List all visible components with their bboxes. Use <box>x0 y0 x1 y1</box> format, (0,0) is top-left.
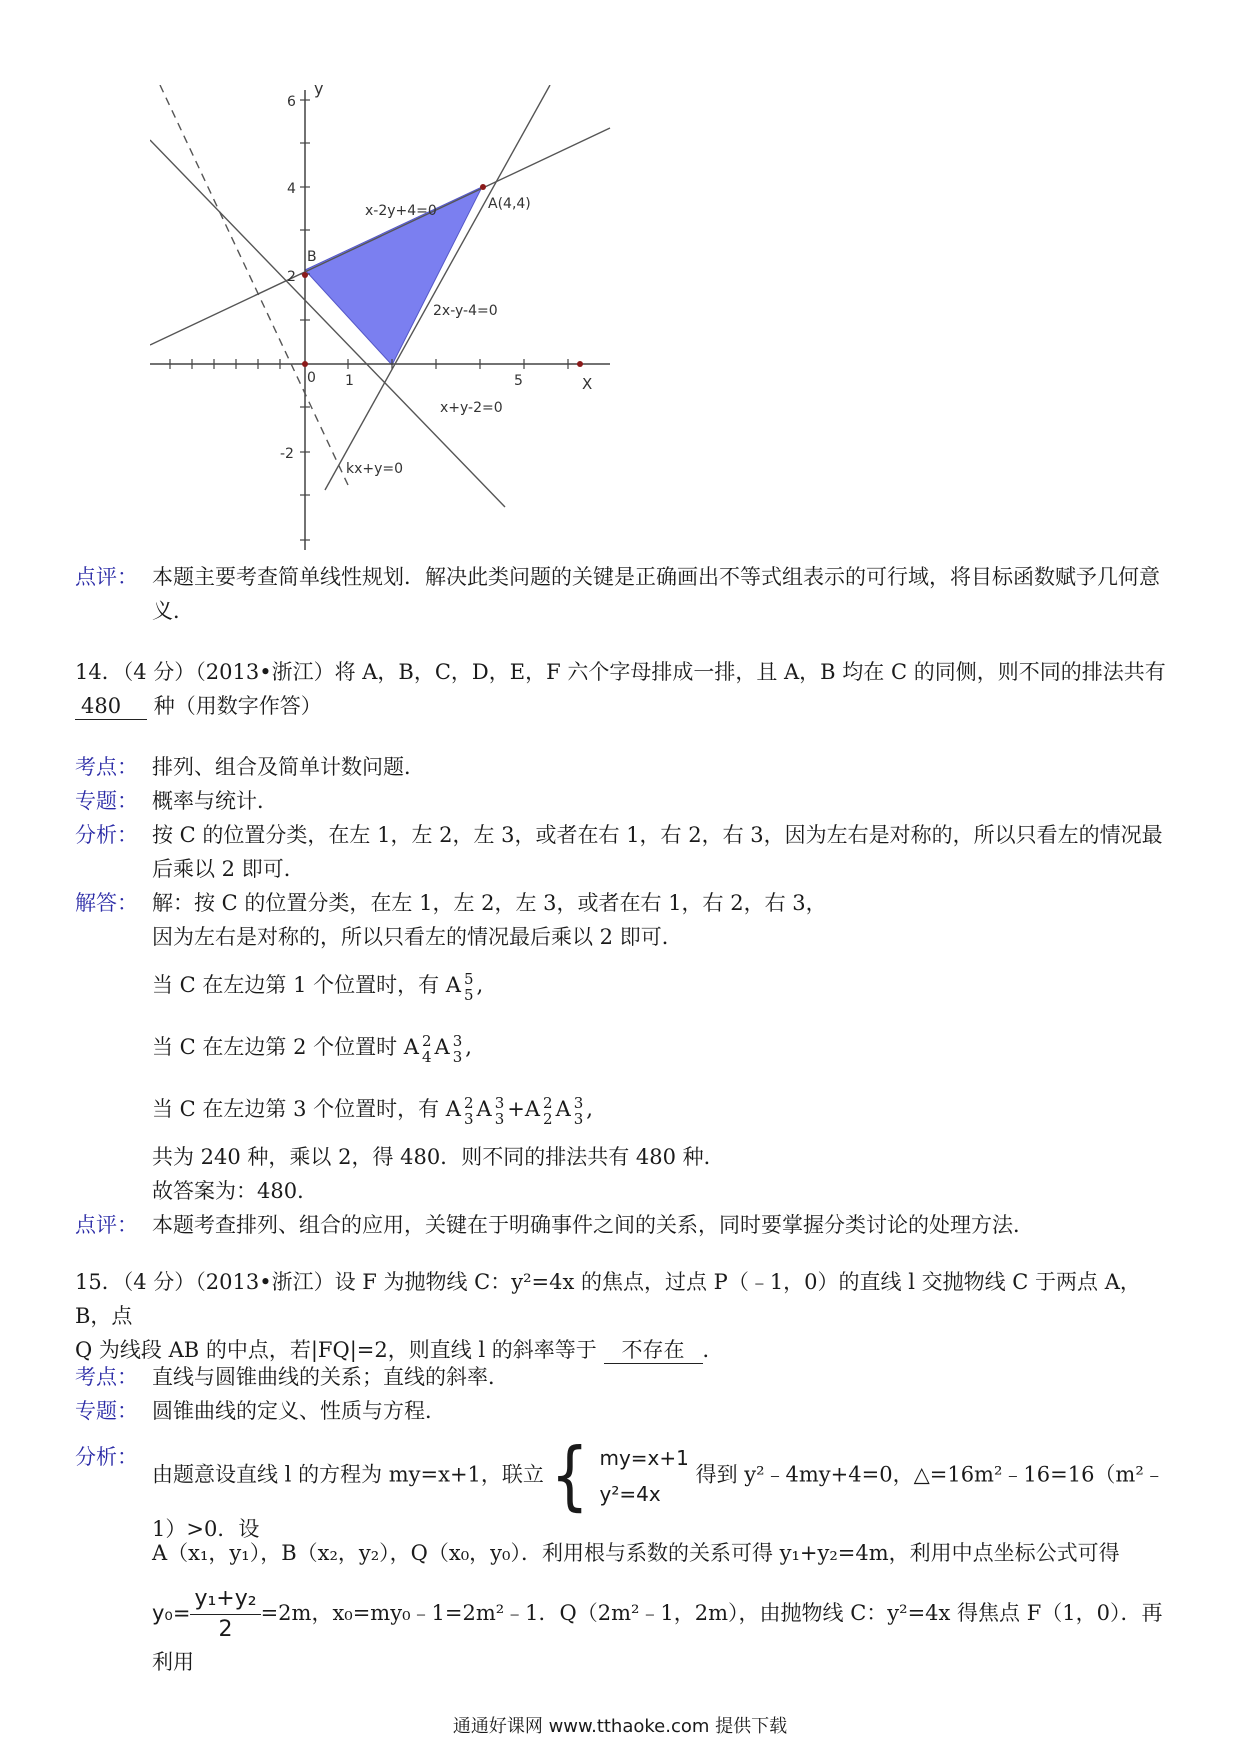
origin-dot <box>302 361 308 367</box>
q14-jieda-line2: 因为左右是对称的，所以只看左的情况最后乘以 2 即可． <box>152 925 683 949</box>
tick-label-6: 6 <box>287 94 296 110</box>
q14-stem-text: 14．（4 分）（2013•浙江）将 A，B，C，D，E，F 六个字母排成一排，且 A，B 均在 C 的同侧，则不同的排法共有 <box>75 660 1166 684</box>
q13-comment-text: 本题主要考查简单线性规划．解决此类问题的关键是正确画出不等式组表示的可行域，将目标函数赋予几何意义． <box>152 565 1160 623</box>
q14-fenxi-label: 分析： <box>75 823 138 847</box>
q14-stem <box>75 655 1175 723</box>
q15-kaodian: 直线与圆锥曲线的关系；直线的斜率． <box>152 1365 509 1389</box>
q13-comment-label: 点评： <box>75 565 138 589</box>
q14-answer: 480 <box>75 693 147 720</box>
q15-stem1: 15．（4 分）（2013•浙江）设 F 为抛物线 C：y²=4x 的焦点，过点 P（﹣1，0）的直线 l 交抛物线 C 于两点 A，B，点 <box>75 1270 1141 1328</box>
q14-comment-label: 点评： <box>75 1213 138 1237</box>
q13-comment-block <box>75 560 1175 628</box>
x-arrow-dot <box>577 361 583 367</box>
q15-fenxi-label: 分析： <box>75 1445 138 1469</box>
q14-jieda-label: 解答： <box>75 891 138 915</box>
q15-block <box>75 1265 1175 1367</box>
line2-label: 2x-y-4=0 <box>433 303 498 319</box>
q15-solution <box>75 1360 1175 1679</box>
q15-zhuanti: 圆锥曲线的定义、性质与方程． <box>152 1399 446 1423</box>
point-a-dot <box>480 184 486 190</box>
q14-fenxi: 按 C 的位置分类，在左 1，左 2，左 3，或者在右 1，右 2，右 3，因为左右是对称的，所以只看左的情况最后乘以 2 即可． <box>152 823 1163 881</box>
q15-answer: 不存在 <box>604 1337 703 1364</box>
q14-stem-tail: 种（用数字作答） <box>153 694 322 718</box>
x-axis-label: X <box>582 375 593 393</box>
tick-label-0: 0 <box>307 370 316 386</box>
tick-label-4: 4 <box>287 181 296 197</box>
q15-zhuanti-label: 专题： <box>75 1399 138 1423</box>
q14-zhuanti: 概率与统计． <box>152 789 278 813</box>
q14-case3: 当 C 在左边第 3 个位置时，有 A 2 3 A 3 3 +A 2 2 A 3 3 , <box>152 1093 593 1128</box>
q14-comment: 本题考查排列、组合的应用，关键在于明确事件之间的关系，同时要掌握分类讨论的处理方法． <box>152 1213 1034 1237</box>
y0-fraction: $\frac{\text{y₁+y₂}}{2}$ <box>190 1584 260 1645</box>
q14-zhuanti-label: 专题： <box>75 789 138 813</box>
y-axis-label: y <box>314 85 324 98</box>
tick-label-1: 1 <box>345 373 354 389</box>
line1-label: x-2y+4=0 <box>365 203 437 219</box>
q15-stem2: Q 为线段 AB 的中点，若|FQ|=2，则直线 l 的斜率等于 <box>75 1338 597 1362</box>
equation-system: my=x+1 y²=4x <box>599 1446 689 1506</box>
linear-programming-graph <box>150 85 650 550</box>
q15-stem2-row: Q 为线段 AB 的中点，若|FQ|=2，则直线 l 的斜率等于 不存在 ． <box>75 1338 724 1362</box>
point-b-dot <box>302 272 308 278</box>
q15-fenxi-line2: A（x₁，y₁），B（x₂，y₂），Q（x₀，y₀）．利用根与系数的关系可得 y₁+y₂=4m，利用中点坐标公式可得 <box>152 1541 1120 1565</box>
q14-block <box>75 655 1175 723</box>
q15-kaodian-label: 考点： <box>75 1365 138 1389</box>
page-footer: 通通好课网 www.tthaoke.com 提供下载 <box>452 1716 788 1737</box>
line4-label: kx+y=0 <box>346 461 404 477</box>
q14-case2: 当 C 在左边第 2 个位置时 A 2 4 A 3 3 , <box>152 1031 472 1066</box>
tick-label-2: 2 <box>287 269 296 285</box>
point-a-label: A(4,4) <box>488 196 531 212</box>
q15-fenxi-line3: y₀= $\frac{\text{y₁+y₂}}{2}$ =2m，x₀=my₀﹣1=2m²﹣1．Q（2m²﹣1，2m），由抛物线 C：y²=4x 得焦点 F（1，0）．再利用 <box>152 1586 1163 1674</box>
q14-final: 故答案为：480． <box>152 1179 319 1203</box>
q14-solution <box>75 750 1175 1242</box>
q14-total: 共为 240 种，乘以 2，得 480．则不同的排法共有 480 种． <box>152 1145 725 1169</box>
q15-fenxi-line1: 由题意设直线 l 的方程为 my=x+1，联立 { my=x+1 y²=4x 得到 y²﹣4my+4=0，△=16m²﹣16=16（m²﹣1）>0．设 <box>152 1432 1165 1541</box>
q14-kaodian: 排列、组合及简单计数问题． <box>152 755 425 779</box>
q14-case1: 当 C 在左边第 1 个位置时，有 A 5 5 , <box>152 969 484 1004</box>
line-x+y-2 <box>150 140 505 507</box>
tick-label-5: 5 <box>514 373 523 389</box>
line3-label: x+y-2=0 <box>440 400 503 416</box>
point-b-label: B <box>307 249 317 265</box>
system-brace: { <box>550 1432 589 1520</box>
q14-jieda-line1: 解：按 C 的位置分类，在左 1，左 2，左 3，或者在右 1，右 2，右 3， <box>152 891 827 915</box>
tick-label-neg2: -2 <box>280 446 294 462</box>
q14-kaodian-label: 考点： <box>75 755 138 779</box>
